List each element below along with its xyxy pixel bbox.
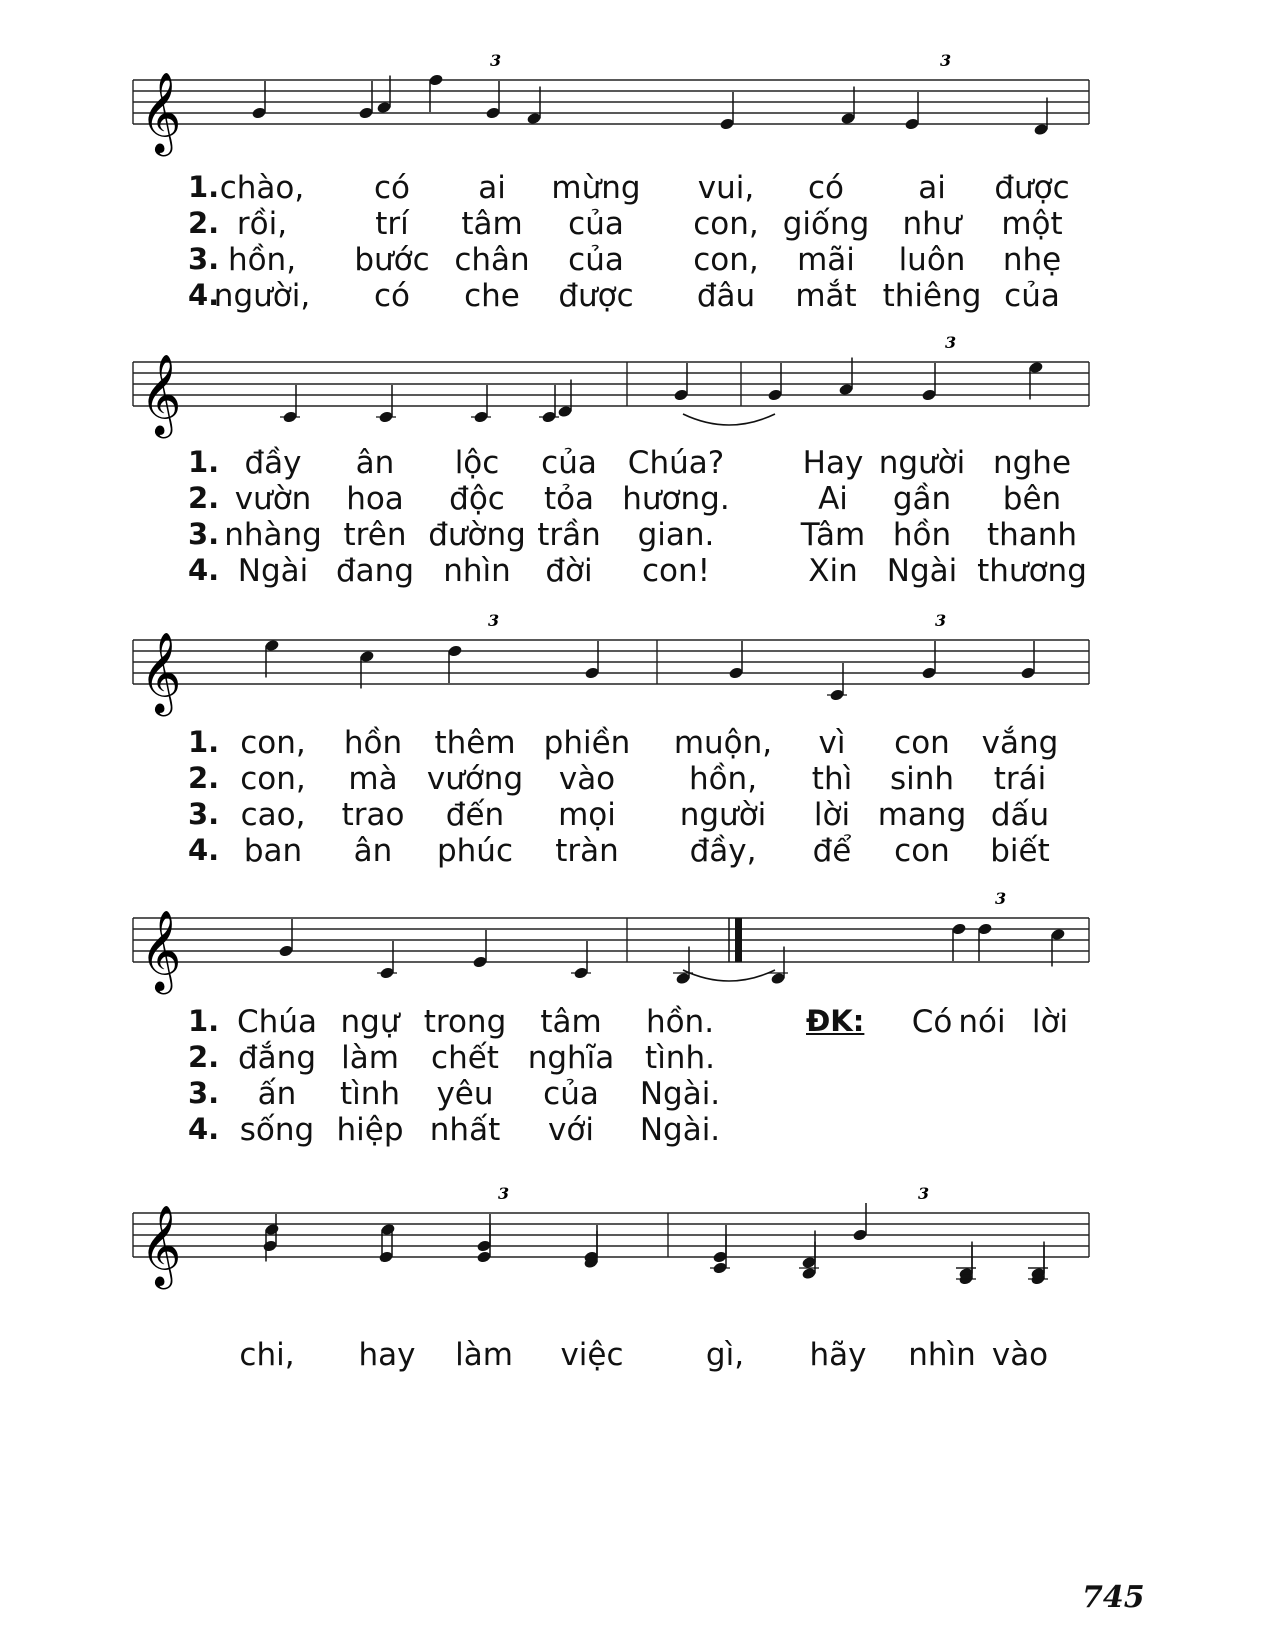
- lyric-syllable: ân: [353, 833, 393, 869]
- lyric-syllable: hiệp: [336, 1112, 404, 1148]
- lyric-syllable: để: [812, 833, 852, 869]
- lyric-syllable: độc: [449, 481, 505, 517]
- lyric-syllable: trái: [993, 761, 1047, 797]
- lyric-syllable: Chúa: [237, 1004, 317, 1040]
- lyric-syllable: của: [568, 242, 624, 278]
- triplet-mark: 3: [940, 51, 952, 70]
- lyric-syllable: ban: [243, 833, 303, 869]
- lyric-syllable: yêu: [436, 1076, 494, 1112]
- lyric-syllable: đang: [336, 553, 414, 589]
- lyric-syllable: đắng: [238, 1040, 316, 1076]
- verse-number: 1.: [188, 445, 220, 479]
- lyric-syllable: che: [464, 278, 520, 314]
- triplet-mark: 3: [490, 51, 502, 70]
- treble-clef-icon: 𝄞: [140, 631, 182, 713]
- lyric-syllable: mừng: [551, 170, 641, 206]
- lyric-syllable: tâm: [461, 206, 523, 242]
- lyric-syllable: mãi: [797, 242, 855, 278]
- triplet-mark: 3: [945, 333, 957, 352]
- verse-number: 3.: [188, 517, 220, 551]
- lyric-syllable: nhìn: [908, 1337, 976, 1373]
- lyric-syllable: hồn,: [227, 242, 297, 278]
- verse-number: 3.: [188, 242, 220, 276]
- lyric-syllable: Ngài.: [639, 1076, 721, 1112]
- lyric-syllable: vắng: [981, 725, 1059, 761]
- lyric-syllable: sống: [239, 1112, 315, 1148]
- lyric-syllable: của: [543, 1076, 599, 1112]
- lyric-syllable: sinh: [889, 761, 955, 797]
- lyric-syllable: ân: [355, 445, 395, 481]
- lyric-syllable: trí: [375, 206, 409, 242]
- lyric-syllable: lời: [813, 797, 851, 833]
- treble-clef-icon: 𝄞: [140, 353, 182, 435]
- treble-clef-icon: 𝄞: [140, 71, 182, 153]
- lyric-syllable: của: [541, 445, 597, 481]
- verse-number: 3.: [188, 797, 220, 831]
- lyric-syllable: được: [558, 278, 634, 314]
- verse-number: 4.: [188, 833, 220, 867]
- lyric-syllable: con,: [240, 725, 306, 761]
- lyric-syllable: làm: [341, 1040, 399, 1076]
- lyric-syllable: hương.: [622, 481, 730, 517]
- lyric-syllable: nhàng: [224, 517, 322, 553]
- lyric-syllable: gian.: [637, 517, 715, 553]
- lyric-syllable: chi,: [239, 1337, 295, 1373]
- lyric-syllable: trong: [423, 1004, 507, 1040]
- lyric-syllable: hồn.: [645, 1004, 715, 1040]
- lyric-syllable: người: [878, 445, 966, 481]
- lyric-syllable: giống: [782, 206, 870, 242]
- lyric-syllable: đầy,: [689, 833, 757, 869]
- lyric-syllable: lộc: [454, 445, 500, 481]
- lyric-syllable: có: [373, 278, 411, 314]
- lyric-syllable: con,: [693, 206, 759, 242]
- lyric-syllable: hồn: [343, 725, 403, 761]
- verse-number: 4.: [188, 278, 220, 312]
- lyric-syllable: của: [1004, 278, 1060, 314]
- triplet-mark: 3: [488, 611, 500, 630]
- verse-number: 1.: [188, 1004, 220, 1038]
- lyric-syllable: hồn,: [688, 761, 758, 797]
- lyric-syllable: mọi: [558, 797, 616, 833]
- lyric-syllable: nghĩa: [527, 1040, 615, 1076]
- lyric-syllable: trao: [341, 797, 405, 833]
- lyric-line: [0, 1337, 1275, 1373]
- lyric-syllable: có: [807, 170, 845, 206]
- verse-number: 1.: [188, 170, 220, 204]
- page-number: 745: [1082, 1580, 1145, 1615]
- lyric-syllable: dấu: [990, 797, 1050, 833]
- lyric-syllable: với: [548, 1112, 594, 1148]
- lyric-syllable: phúc: [436, 833, 514, 869]
- lyric-syllable: nghe: [992, 445, 1072, 481]
- lyric-syllable: thêm: [434, 725, 516, 761]
- triplet-mark: 3: [498, 1184, 510, 1203]
- lyric-syllable: vào: [558, 761, 616, 797]
- lyric-syllable: vườn: [234, 481, 312, 517]
- lyric-syllable: hoa: [346, 481, 404, 517]
- lyric-syllable: vướng: [426, 761, 524, 797]
- lyric-syllable: như: [902, 206, 962, 242]
- lyric-syllable: vui,: [697, 170, 755, 206]
- lyric-syllable: bên: [1002, 481, 1062, 517]
- lyric-syllable: được: [994, 170, 1070, 206]
- lyric-syllable: con!: [641, 553, 711, 589]
- lyric-syllable: làm: [455, 1337, 513, 1373]
- verse-number: 2.: [188, 481, 220, 515]
- lyric-syllable: ngự: [340, 1004, 400, 1040]
- lyric-syllable: chào,: [219, 170, 305, 206]
- treble-clef-icon: 𝄞: [140, 1204, 182, 1286]
- lyric-syllable: lời: [1031, 1004, 1069, 1040]
- lyric-syllable: ai: [918, 170, 946, 206]
- verse-number: 3.: [188, 1076, 220, 1110]
- lyric-syllable: Hay: [802, 445, 864, 481]
- lyric-syllable: Ai: [818, 481, 848, 517]
- lyric-syllable: Tâm: [800, 517, 866, 553]
- lyric-syllable: hay: [358, 1337, 416, 1373]
- lyric-syllable: tràn: [555, 833, 619, 869]
- lyric-syllable: tỏa: [543, 481, 595, 517]
- verse-number: 1.: [188, 725, 220, 759]
- treble-clef-icon: 𝄞: [140, 909, 182, 991]
- lyric-syllable: gì,: [705, 1337, 745, 1373]
- lyric-syllable: biết: [990, 833, 1050, 869]
- lyric-syllable: hồn: [892, 517, 952, 553]
- lyric-syllable: mang: [877, 797, 967, 833]
- lyric-syllable: người: [679, 797, 767, 833]
- lyric-syllable: vì: [818, 725, 846, 761]
- lyric-syllable: ai: [478, 170, 506, 206]
- lyric-syllable: con: [894, 725, 950, 761]
- lyric-syllable: nhất: [429, 1112, 501, 1148]
- lyric-syllable: hãy: [809, 1337, 867, 1373]
- lyric-syllable: nhìn: [443, 553, 511, 589]
- lyric-syllable: người,: [213, 278, 311, 314]
- lyric-syllable: chết: [431, 1040, 499, 1076]
- lyric-syllable: rồi,: [236, 206, 288, 242]
- lyric-syllable: vào: [991, 1337, 1049, 1373]
- lyric-syllable: thiêng: [882, 278, 982, 314]
- lyric-syllable: tâm: [540, 1004, 602, 1040]
- triplet-mark: 3: [918, 1184, 930, 1203]
- lyric-syllable: Ngài: [886, 553, 958, 589]
- verse-number: 2.: [188, 761, 220, 795]
- lyric-syllable: Ngài: [237, 553, 309, 589]
- refrain-label: ĐK:: [806, 1004, 865, 1038]
- lyric-syllable: đường: [428, 517, 526, 553]
- triplet-mark: 3: [995, 889, 1007, 908]
- lyric-syllable: Xin: [808, 553, 858, 589]
- verse-number: 2.: [188, 1040, 220, 1074]
- verse-number: 2.: [188, 206, 220, 240]
- lyric-syllable: tình.: [645, 1040, 715, 1076]
- lyric-syllable: Chúa?: [627, 445, 725, 481]
- lyric-syllable: thanh: [986, 517, 1078, 553]
- lyric-syllable: phiền: [543, 725, 631, 761]
- lyric-syllable: đời: [545, 553, 593, 589]
- lyric-syllable: đầy: [244, 445, 302, 481]
- lyric-syllable: một: [1001, 206, 1063, 242]
- lyric-syllable: muộn,: [673, 725, 773, 761]
- lyric-syllable: nói: [958, 1004, 1006, 1040]
- lyric-syllable: đâu: [696, 278, 756, 314]
- lyric-syllable: chân: [454, 242, 530, 278]
- lyric-syllable: mà: [348, 761, 398, 797]
- lyric-syllable: cao,: [240, 797, 306, 833]
- lyric-syllable: tình: [339, 1076, 401, 1112]
- verse-number: 4.: [188, 1112, 220, 1146]
- lyric-syllable: con: [894, 833, 950, 869]
- lyric-syllable: con,: [693, 242, 759, 278]
- lyric-syllable: thương: [977, 553, 1087, 589]
- lyric-syllable: mắt: [795, 278, 857, 314]
- lyric-syllable: Ngài.: [639, 1112, 721, 1148]
- triplet-mark: 3: [935, 611, 947, 630]
- lyric-syllable: trên: [343, 517, 407, 553]
- lyric-syllable: thì: [811, 761, 853, 797]
- lyric-syllable: luôn: [898, 242, 966, 278]
- lyric-syllable: trần: [537, 517, 601, 553]
- lyric-syllable: gần: [892, 481, 952, 517]
- lyric-syllable: Có: [911, 1004, 953, 1040]
- lyric-syllable: đến: [445, 797, 505, 833]
- lyric-syllable: việc: [560, 1337, 624, 1373]
- lyric-syllable: ấn: [257, 1076, 297, 1112]
- lyric-syllable: của: [568, 206, 624, 242]
- verse-number: 4.: [188, 553, 220, 587]
- lyric-syllable: nhẹ: [1002, 242, 1062, 278]
- lyric-syllable: con,: [240, 761, 306, 797]
- lyric-syllable: bước: [354, 242, 430, 278]
- lyric-syllable: có: [373, 170, 411, 206]
